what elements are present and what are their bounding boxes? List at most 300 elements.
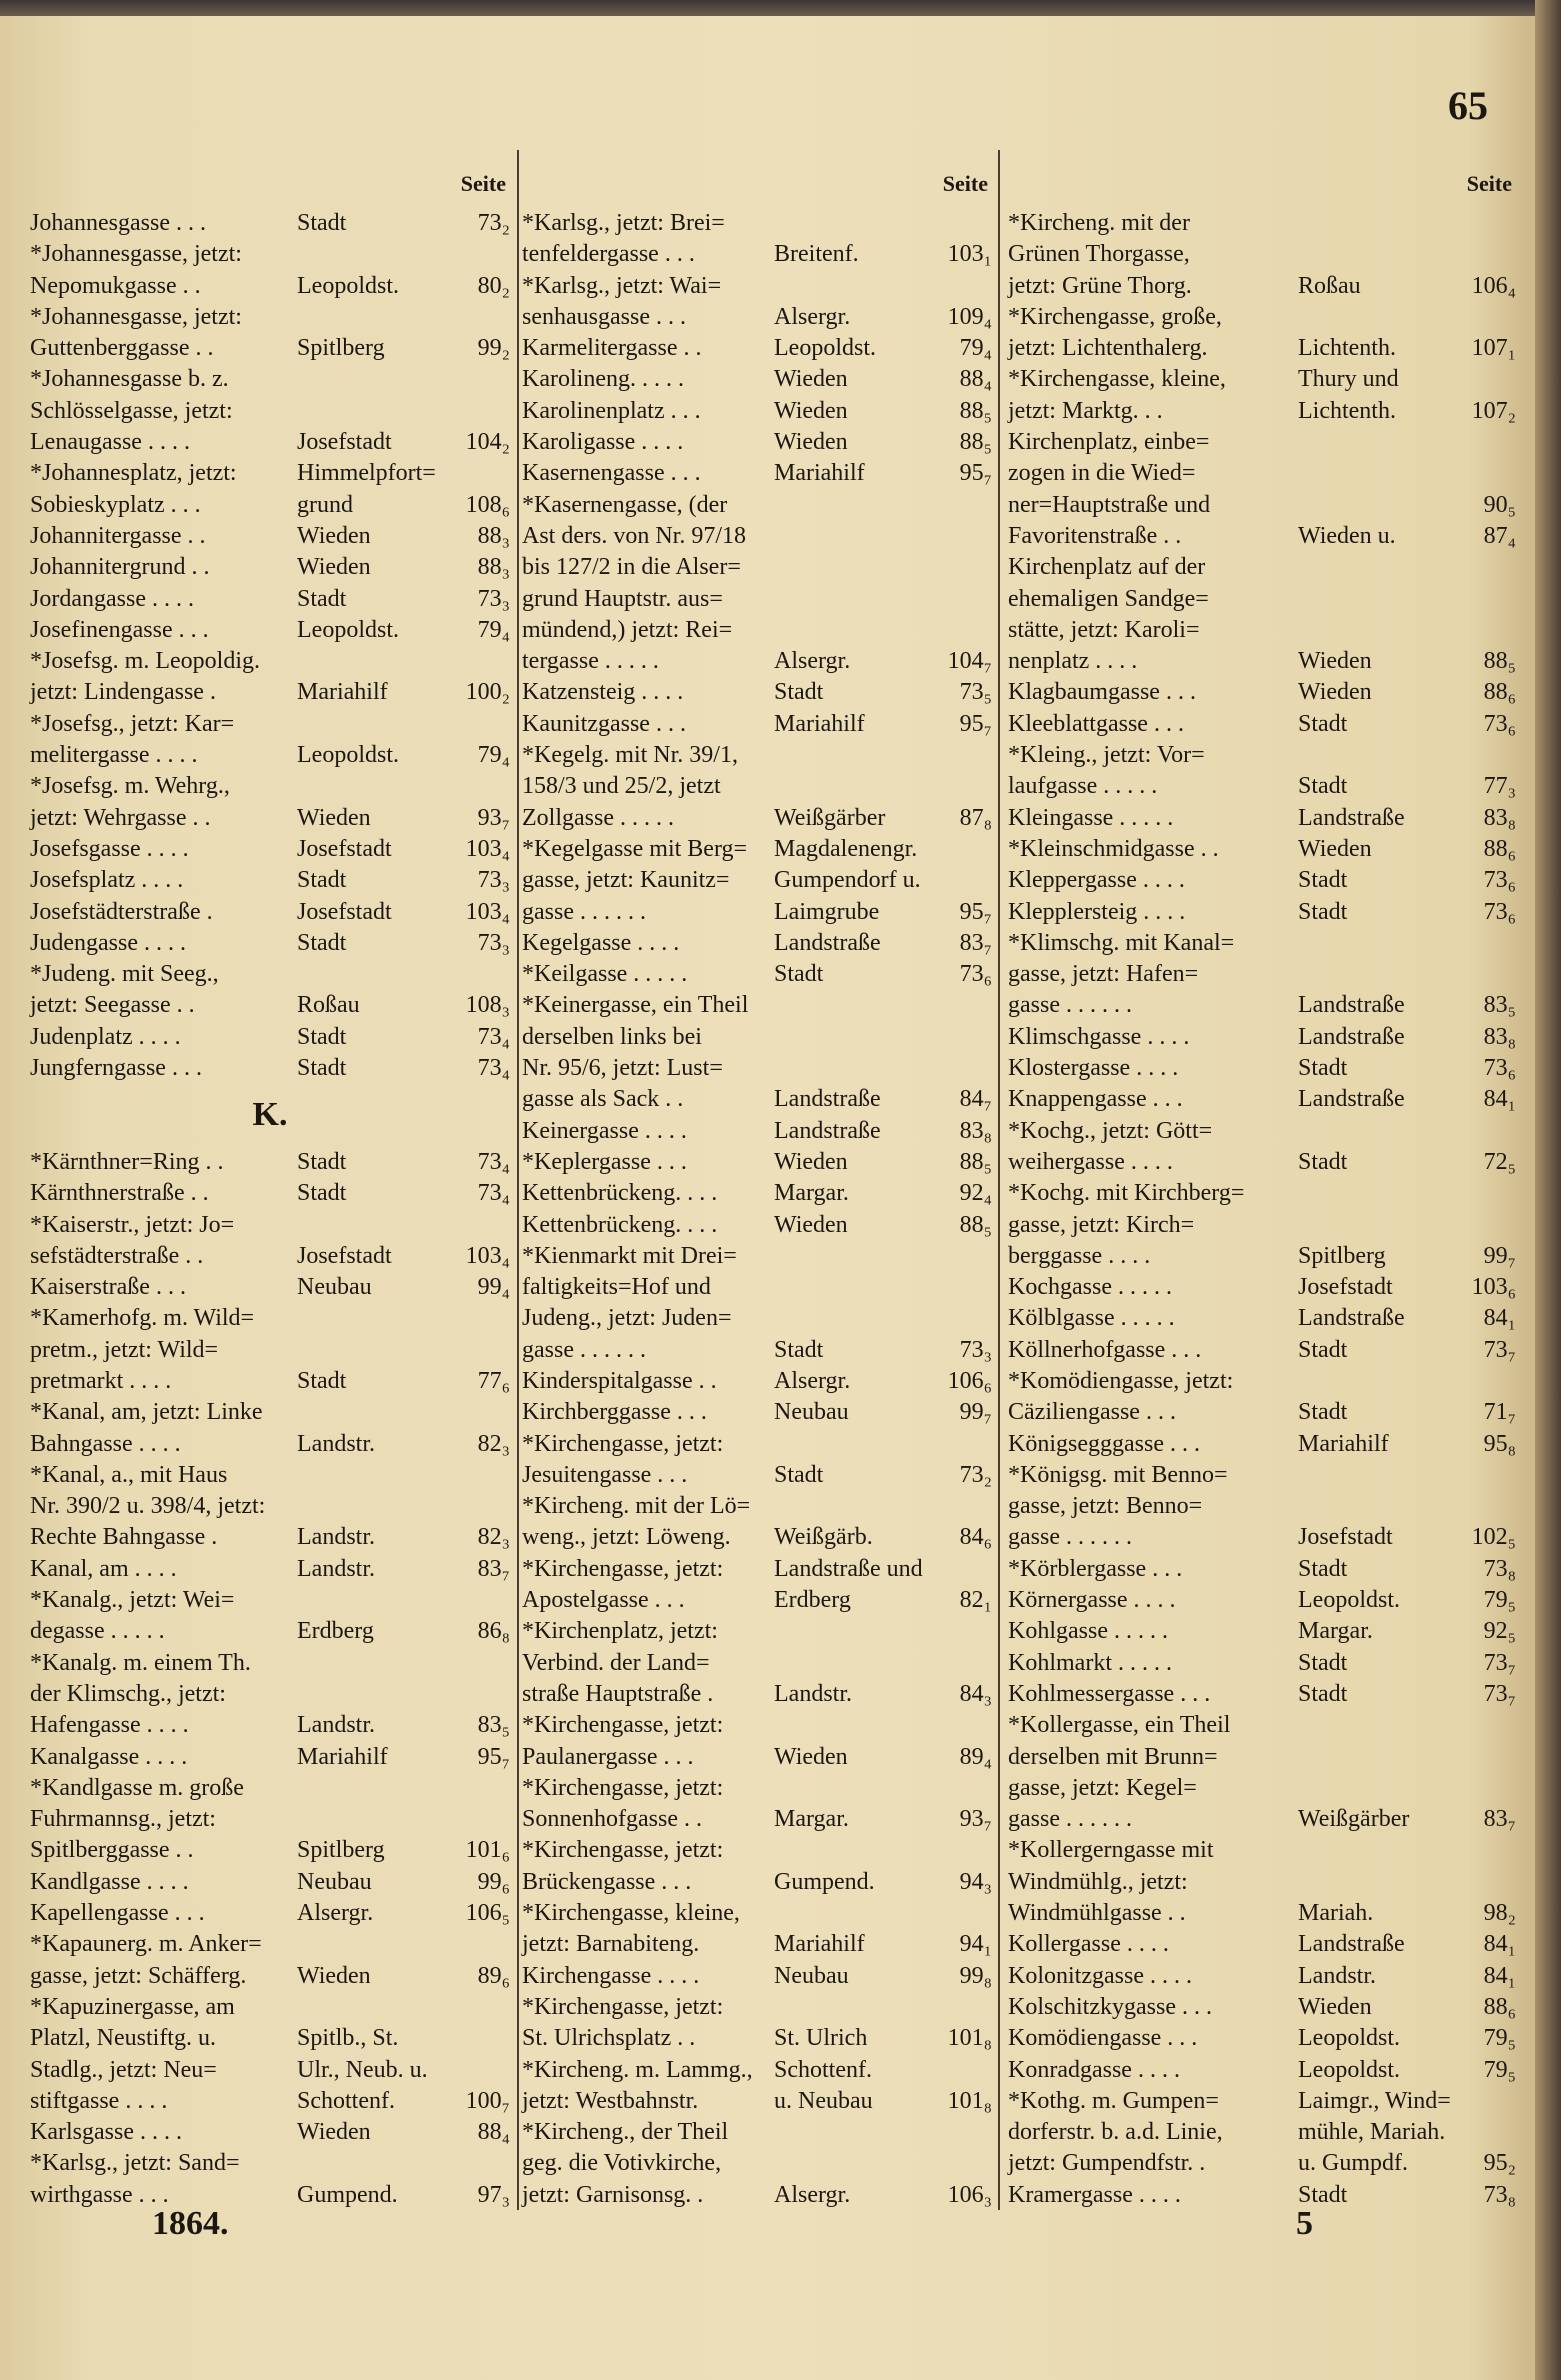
street-name: Windmühlgasse . .	[1008, 1900, 1186, 1927]
street-name: Kollergasse . . . .	[1008, 1931, 1169, 1958]
district: Leopoldst.	[1298, 2025, 1400, 2052]
street-name: Kandlgasse . . . .	[30, 1868, 189, 1895]
page-reference: 87₈	[959, 804, 992, 831]
index-entry-line	[1008, 239, 1516, 270]
street-name: gasse . . . . . .	[522, 898, 646, 925]
street-name: jetzt: Lichtenthalerg.	[1008, 335, 1208, 362]
district	[774, 1303, 924, 1334]
page-reference: 100₂	[465, 679, 510, 706]
page-reference	[924, 1898, 992, 1929]
index-entry-line	[30, 1241, 510, 1272]
index-entry-line	[522, 865, 992, 896]
page-reference: 73₄	[477, 1180, 510, 1207]
street-name: weihergasse . . . .	[1008, 1148, 1173, 1175]
street-name: Katzensteig . . . .	[522, 679, 684, 706]
index-entry-line	[30, 1835, 510, 1866]
page-reference: 84₃	[959, 1680, 992, 1707]
page-reference: 73₂	[477, 210, 510, 236]
street-name: Josefstädterstraße .	[30, 898, 213, 925]
street-name: dorferstr. b. a.d. Linie,	[1008, 2119, 1223, 2146]
street-name: Kasernengasse . . .	[522, 460, 701, 487]
index-entry-line	[522, 1773, 992, 1804]
page-top-edge	[0, 0, 1561, 16]
page-reference	[442, 1992, 510, 2023]
index-entry-line	[522, 1929, 992, 1960]
district: Weißgärber	[1298, 1806, 1410, 1833]
index-entry-line	[30, 1773, 510, 1804]
page-reference	[1448, 364, 1516, 395]
page-reference	[924, 865, 992, 896]
page-reference	[442, 709, 510, 740]
street-name: Johannitergrund . .	[30, 554, 210, 581]
street-name: *Kirchengasse, jetzt:	[522, 1712, 724, 1739]
index-entry-line	[30, 521, 510, 552]
page-reference: 99₂	[477, 335, 510, 362]
street-name: *Kanal, am, jetzt: Linke	[30, 1399, 263, 1426]
index-entry-line	[30, 364, 510, 395]
page-reference	[924, 834, 992, 865]
street-name: Kohlmarkt . . . . .	[1008, 1649, 1172, 1676]
index-column-2	[522, 160, 992, 2211]
district: Stadt	[1298, 1555, 1348, 1582]
district: Wieden	[774, 1743, 848, 1770]
street-name: Kolonitzgasse . . . .	[1008, 1962, 1192, 1989]
street-name: derselben links bei	[522, 1023, 702, 1050]
street-name: Karoligasse . . . .	[522, 429, 684, 456]
page-reference: 73₄	[477, 1148, 510, 1175]
index-entry-line	[30, 2117, 510, 2148]
page-reference: 93₇	[477, 804, 510, 831]
index-entry-line	[522, 333, 992, 364]
street-name: ner=Hauptstraße und	[1008, 491, 1211, 518]
index-entry-line	[1008, 677, 1516, 708]
index-entry-line	[522, 803, 992, 834]
index-entry-line	[30, 615, 510, 646]
page-reference: 88₆	[1483, 1993, 1516, 2020]
page-reference	[924, 1992, 992, 2023]
street-name: Ast ders. von Nr. 97/18	[522, 522, 746, 549]
page-reference: 73₃	[959, 1336, 992, 1363]
street-name: 158/3 und 25/2, jetzt	[522, 773, 721, 800]
street-name: *Kleinschmidgasse . .	[1008, 835, 1219, 862]
index-entry-line	[522, 740, 992, 771]
page-reference	[1448, 427, 1516, 458]
index-entry-line	[1008, 364, 1516, 395]
district: Wieden	[1298, 648, 1372, 675]
street-name: Kirchberggasse . . .	[522, 1399, 707, 1426]
street-name: jetzt: Gumpendfstr. .	[1008, 2150, 1206, 2177]
index-entry-line	[1008, 1710, 1516, 1741]
page-reference	[924, 552, 992, 583]
street-name: Kärnthnerstraße . .	[30, 1180, 209, 1207]
street-name: Karmelitergasse . .	[522, 335, 702, 362]
street-name: Rechte Bahngasse .	[30, 1524, 218, 1551]
page-reference: 90₅	[1483, 491, 1516, 518]
street-name: Windmühlg., jetzt:	[1008, 1868, 1188, 1895]
index-entry-line	[30, 2148, 510, 2179]
page-reference: 83₈	[959, 1117, 992, 1144]
district: Landstr.	[297, 1712, 375, 1739]
district	[297, 1773, 442, 1804]
district: Landstr.	[774, 1680, 852, 1707]
street-name: Sonnenhofgasse . .	[522, 1806, 702, 1833]
district: Alsergr.	[774, 1367, 851, 1394]
index-entry-line	[522, 552, 992, 583]
page-reference: 80₂	[477, 272, 510, 299]
district: Lichtenth.	[1298, 397, 1396, 424]
district: Stadt	[297, 1148, 347, 1175]
street-name: nenplatz . . . .	[1008, 648, 1138, 675]
index-entry-line	[30, 1210, 510, 1241]
page-reference	[924, 490, 992, 521]
street-name: Sobieskyplatz . . .	[30, 491, 201, 518]
district: Alsergr.	[297, 1900, 374, 1927]
page-reference	[442, 302, 510, 333]
district: Wieden	[774, 429, 848, 456]
district: Josefstadt	[1298, 1274, 1393, 1301]
street-name: *Kollergerngasse mit	[1008, 1837, 1214, 1864]
street-name: Kanalgasse . . . .	[30, 1743, 188, 1770]
page-reference: 73₆	[1483, 898, 1516, 925]
letter-heading: K.	[252, 1096, 288, 1134]
district	[297, 1303, 442, 1334]
district: Gumpend.	[297, 2181, 398, 2208]
page-reference	[924, 1710, 992, 1741]
index-entry-line	[30, 1429, 510, 1460]
index-entry-line	[1008, 458, 1516, 489]
district	[1298, 239, 1448, 270]
district: Landstraße und	[774, 1555, 923, 1582]
index-entry-line	[30, 1491, 510, 1522]
page-reference	[1448, 1116, 1516, 1147]
index-entry-line	[1008, 2023, 1516, 2054]
index-entry-line	[30, 1679, 510, 1710]
street-name: Köllnerhofgasse . . .	[1008, 1336, 1202, 1363]
district: Leopoldst.	[297, 742, 399, 769]
page-reference	[442, 1397, 510, 1428]
index-entry-line	[522, 490, 992, 521]
district: Stadt	[1298, 1148, 1348, 1175]
page-reference: 87₄	[1483, 522, 1516, 549]
district: Stadt	[297, 1055, 347, 1082]
street-name: *Kirchengasse, jetzt:	[522, 1993, 724, 2020]
street-name: Johannesgasse . . .	[30, 210, 206, 236]
district: Wieden	[1298, 679, 1372, 706]
street-name: gasse als Sack . .	[522, 1086, 684, 1113]
district: Gumpend.	[774, 1868, 875, 1895]
page-reference: 73₇	[1483, 1680, 1516, 1707]
district	[1298, 208, 1448, 239]
index-entry-line	[522, 1554, 992, 1585]
index-entry-line	[30, 239, 510, 270]
street-name: *Kircheng., der Theil	[522, 2119, 729, 2146]
index-entry-line	[1008, 1491, 1516, 1522]
page-reference	[1448, 1742, 1516, 1773]
street-name: Brückengasse . . .	[522, 1868, 692, 1895]
index-entry-line	[30, 897, 510, 928]
page-reference: 103₄	[465, 1242, 510, 1269]
district	[774, 615, 924, 646]
index-entry-line	[1008, 396, 1516, 427]
street-name: jetzt: Wehrgasse . .	[30, 804, 211, 831]
district: Stadt	[297, 585, 347, 612]
street-name: *Kirchengasse, jetzt:	[522, 1430, 724, 1457]
page-reference	[924, 1241, 992, 1272]
index-entry-line	[1008, 1648, 1516, 1679]
page-reference: 77₃	[1483, 773, 1516, 800]
district	[1298, 302, 1448, 333]
index-entry-line	[522, 584, 992, 615]
page-number: 65	[1448, 83, 1488, 128]
page-reference: 106₄	[1471, 272, 1516, 299]
street-name: Kohlmessergasse . . .	[1008, 1680, 1211, 1707]
district	[774, 771, 924, 802]
district: Stadt	[774, 1461, 824, 1488]
index-entry-line	[522, 1898, 992, 1929]
street-name: Karolinenplatz . . .	[522, 397, 701, 424]
page-reference	[1448, 1491, 1516, 1522]
page-reference: 106₅	[465, 1900, 510, 1927]
street-name: grund Hauptstr. aus=	[522, 585, 723, 612]
index-entry-line	[30, 1804, 510, 1835]
index-entry-line	[522, 771, 992, 802]
index-entry-line	[30, 1397, 510, 1428]
street-name: *Kandlgasse m. große	[30, 1774, 244, 1801]
street-name: laufgasse . . . . .	[1008, 773, 1158, 800]
street-name: *Kärnthner=Ring . .	[30, 1148, 224, 1175]
page-reference	[1448, 2117, 1516, 2148]
district: Spitlberg	[297, 335, 385, 362]
page-reference	[442, 1460, 510, 1491]
index-entry-line	[1008, 1366, 1516, 1397]
street-name: gasse . . . . . .	[1008, 1806, 1132, 1833]
page-reference: 73₄	[477, 1023, 510, 1050]
street-name: *Kegelgasse mit Berg=	[522, 835, 748, 862]
district	[297, 1210, 442, 1241]
street-name: Bahngasse . . . .	[30, 1430, 181, 1457]
district: Stadt	[1298, 898, 1348, 925]
page-reference	[442, 1335, 510, 1366]
street-name: Nepomukgasse . .	[30, 272, 201, 299]
index-entry-line	[522, 1992, 992, 2023]
district: Josefstadt	[297, 835, 392, 862]
page-reference: 73₆	[959, 961, 992, 988]
street-name: *Kollergasse, ein Theil	[1008, 1712, 1231, 1739]
street-name: *Kamerhofg. m. Wild=	[30, 1305, 255, 1332]
street-name: Komödiengasse . . .	[1008, 2025, 1198, 2052]
page-reference	[924, 1491, 992, 1522]
index-entry-line	[522, 1116, 992, 1147]
index-entry-line	[522, 990, 992, 1021]
street-name: *Kleing., jetzt: Vor=	[1008, 742, 1205, 769]
page-reference: 73₂	[959, 1461, 992, 1488]
street-name: *Kircheng. m. Lammg.,	[522, 2056, 753, 2083]
index-entry-line	[1008, 740, 1516, 771]
street-name: *Johannesplatz, jetzt:	[30, 460, 237, 487]
district	[1298, 1773, 1448, 1804]
district	[1298, 615, 1448, 646]
street-name: *Kirchengasse, jetzt:	[522, 1555, 724, 1582]
street-name: *Kapaunerg. m. Anker=	[30, 1931, 262, 1958]
street-name: jetzt: Grüne Thorg.	[1008, 272, 1192, 299]
index-entry-line	[30, 1022, 510, 1053]
district: Margar.	[774, 1180, 849, 1207]
street-name: *Karlsg., jetzt: Brei=	[522, 210, 725, 236]
page-reference: 88₃	[477, 554, 510, 581]
index-entry-line	[1008, 1022, 1516, 1053]
street-name: gasse, jetzt: Benno=	[1008, 1493, 1203, 1520]
index-entry-line	[1008, 1961, 1516, 1992]
street-name: *Kircheng. mit der Lö=	[522, 1493, 751, 1520]
index-entry-line	[1008, 1554, 1516, 1585]
page-reference: 92₅	[1483, 1618, 1516, 1645]
page-reference: 94₃	[959, 1868, 992, 1895]
page-reference	[1448, 1460, 1516, 1491]
page-reference: 102₅	[1471, 1524, 1516, 1551]
district	[774, 490, 924, 521]
street-name: faltigkeits=Hof und	[522, 1274, 711, 1301]
district	[774, 552, 924, 583]
index-entry-line	[1008, 646, 1516, 677]
index-entry-line	[1008, 1773, 1516, 1804]
district: Landstraße	[1298, 1931, 1405, 1958]
district	[1298, 1178, 1448, 1209]
page-reference	[442, 771, 510, 802]
page-reference: 73₃	[477, 585, 510, 612]
street-name: Judengasse . . . .	[30, 929, 186, 956]
index-entry-line	[522, 1867, 992, 1898]
index-entry-line	[522, 1022, 992, 1053]
street-name: *Kircheng. mit der	[1008, 210, 1190, 236]
page-reference: 95₇	[959, 898, 992, 925]
index-entry-line	[30, 677, 510, 708]
index-entry-line	[1008, 1397, 1516, 1428]
street-name: *Klimschg. mit Kanal=	[1008, 929, 1235, 956]
index-entry-line	[522, 1084, 992, 1115]
index-entry-line	[522, 1835, 992, 1866]
page-reference: 108₆	[465, 491, 510, 518]
street-name: *Josefsg. m. Leopoldig.	[30, 648, 260, 675]
district	[297, 1397, 442, 1428]
index-entry-line	[30, 990, 510, 1021]
page-reference	[924, 990, 992, 1021]
page-reference	[924, 271, 992, 302]
street-name: *Kapuzinergasse, am	[30, 1993, 235, 2020]
street-name: Karolineng. . . . .	[522, 366, 684, 393]
page-reference: 73₃	[477, 929, 510, 956]
street-name: jetzt: Westbahnstr.	[522, 2087, 699, 2114]
index-entry-line	[30, 709, 510, 740]
page-reference: 84₆	[959, 1524, 992, 1551]
street-name: *Kirchenplatz, jetzt:	[522, 1618, 718, 1645]
district: Mariahilf	[297, 1743, 388, 1770]
street-name: *Kaiserstr., jetzt: Jo=	[30, 1211, 235, 1238]
street-name: pretm., jetzt: Wild=	[30, 1336, 219, 1363]
index-entry-line	[522, 458, 992, 489]
index-entry-line	[30, 1366, 510, 1397]
index-entry-line	[522, 396, 992, 427]
page-reference: 83₅	[477, 1712, 510, 1739]
street-name: pretmarkt . . . .	[30, 1367, 172, 1394]
district: Stadt	[1298, 1680, 1348, 1707]
district: Gumpendorf u.	[774, 867, 921, 894]
street-name: geg. die Votivkirche,	[522, 2150, 722, 2177]
street-name: *Königsg. mit Benno=	[1008, 1461, 1228, 1488]
index-entry-line	[30, 208, 510, 239]
page-reference	[442, 1679, 510, 1710]
street-name: berggasse . . . .	[1008, 1242, 1151, 1269]
street-name: *Kanalg. m. einem Th.	[30, 1649, 251, 1676]
street-name: Kirchenplatz auf der	[1008, 554, 1206, 581]
page-reference: 89₄	[959, 1743, 992, 1770]
index-entry-line	[30, 865, 510, 896]
district	[297, 1679, 442, 1710]
street-name: Verbind. der Land=	[522, 1649, 710, 1676]
street-name: Klostergasse . . . .	[1008, 1055, 1179, 1082]
district: Stadt	[1298, 1649, 1348, 1676]
street-name: *Körblergasse . . .	[1008, 1555, 1183, 1582]
page-reference: 89₆	[477, 1962, 510, 1989]
district: Wieden u.	[1298, 522, 1396, 549]
district: Mariahilf	[297, 679, 388, 706]
district	[1298, 740, 1448, 771]
page-reference	[1448, 552, 1516, 583]
district	[297, 771, 442, 802]
street-name: jetzt: Seegasse . .	[30, 992, 195, 1019]
district	[1298, 427, 1448, 458]
page-reference	[924, 1303, 992, 1334]
index-entry-line	[522, 709, 992, 740]
district: Roßau	[1298, 272, 1361, 299]
district: Wieden	[1298, 1993, 1372, 2020]
index-entry-line	[522, 1710, 992, 1741]
page-reference: 86₈	[477, 1618, 510, 1645]
page-reference: 92₄	[959, 1180, 992, 1207]
index-entry-line	[1008, 1742, 1516, 1773]
street-name: Josefsgasse . . . .	[30, 835, 189, 862]
index-entry-line	[30, 803, 510, 834]
district	[774, 2148, 924, 2179]
district	[297, 1992, 442, 2023]
page-reference: 83₈	[1483, 804, 1516, 831]
district: Wieden	[297, 554, 371, 581]
street-name: *Keilgasse . . . . .	[522, 961, 688, 988]
index-entry-line	[522, 928, 992, 959]
index-entry-line	[522, 1491, 992, 1522]
page-reference: 109₄	[947, 303, 992, 330]
index-entry-line	[1008, 1116, 1516, 1147]
district: Stadt	[1298, 1336, 1348, 1363]
district	[1298, 928, 1448, 959]
street-name: Konradgasse . . . .	[1008, 2056, 1180, 2083]
district: Landstr.	[297, 1555, 375, 1582]
index-entry-line	[522, 1460, 992, 1491]
page-reference	[442, 364, 510, 395]
district: Landstraße	[1298, 1086, 1405, 1113]
index-entry-line	[30, 1272, 510, 1303]
index-entry-line	[522, 427, 992, 458]
district: St. Ulrich	[774, 2025, 868, 2052]
index-entry-line	[1008, 552, 1516, 583]
district: Mariahilf	[774, 1931, 865, 1958]
index-entry-line	[30, 552, 510, 583]
district	[1298, 1491, 1448, 1522]
street-name: jetzt: Marktg. . .	[1008, 397, 1163, 424]
index-entry-line	[30, 458, 510, 489]
index-entry-line	[1008, 834, 1516, 865]
street-name: weng., jetzt: Löweng.	[522, 1524, 731, 1551]
index-entry-line	[522, 521, 992, 552]
